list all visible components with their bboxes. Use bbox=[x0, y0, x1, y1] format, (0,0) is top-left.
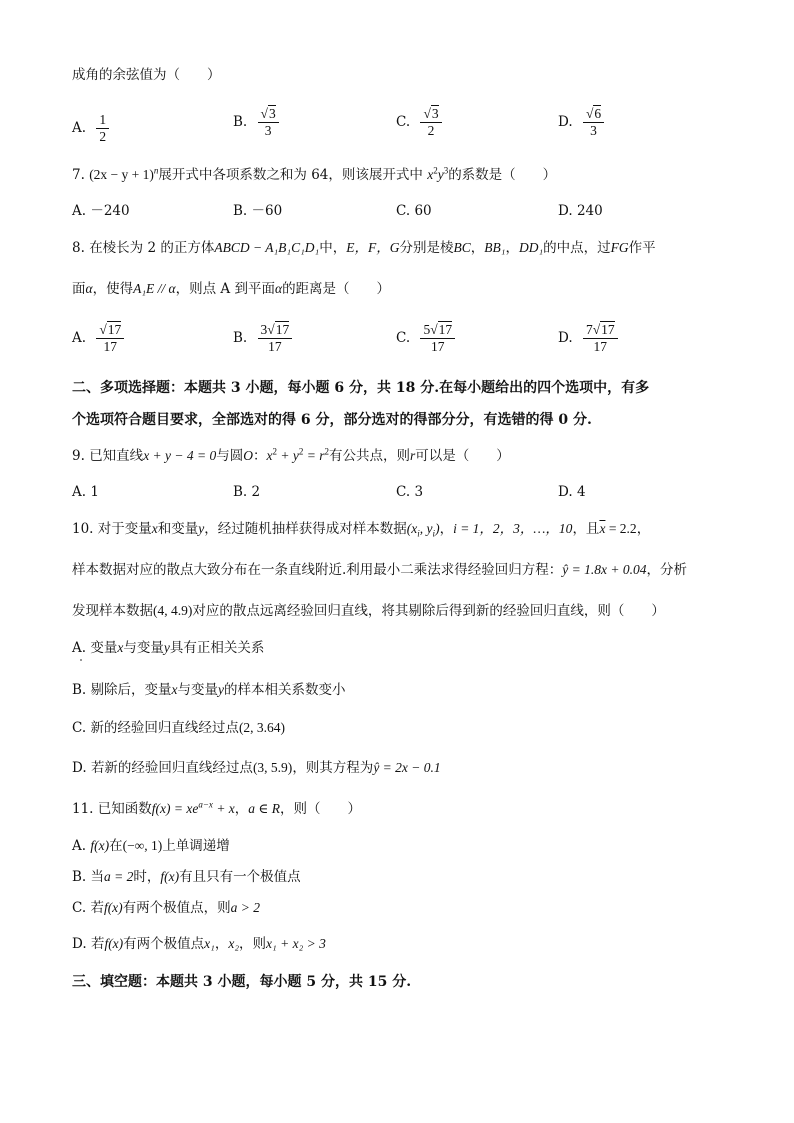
option-label: D. bbox=[72, 936, 87, 952]
q8-stem-line1 bbox=[72, 238, 656, 258]
q10-stem-line3 bbox=[72, 601, 665, 621]
denominator: 17 bbox=[431, 339, 445, 354]
subscript: i bbox=[417, 528, 420, 539]
question-number: 10. bbox=[72, 521, 94, 537]
question-text: ，分析 bbox=[646, 562, 688, 578]
option-label: D. bbox=[558, 484, 573, 500]
question-text: 对应的散点远离经验回归直线，将其剔除后得到新的经验回归直线，则（ ） bbox=[192, 603, 665, 619]
outlier-point: (4, 4.9) bbox=[153, 603, 193, 618]
q6-stem-end: 成角的余弦值为（ ） bbox=[72, 67, 221, 83]
question-text: 有公共点，则 bbox=[329, 448, 410, 464]
option-label: A. bbox=[72, 120, 87, 136]
q7-option-b bbox=[233, 201, 282, 221]
section2-heading-line1: 二、多项选择题：本题共 3 小题，每小题 6 分，共 18 分.在每小题给出的四个选项中，有多 bbox=[72, 380, 650, 396]
option-value: 3 bbox=[414, 484, 424, 500]
condition: a > 2 bbox=[230, 900, 261, 915]
question-text: 已知函数 bbox=[97, 801, 152, 817]
numerator: √3 bbox=[258, 106, 279, 123]
separator: ， bbox=[214, 936, 229, 952]
option-label: B. bbox=[233, 484, 248, 500]
cube-name: ABCD − A₁B₁C₁D₁ bbox=[214, 240, 320, 255]
math-var: x bbox=[171, 682, 178, 697]
option-label: B. bbox=[233, 330, 248, 346]
function-def: f(x) = xe bbox=[151, 801, 199, 816]
radicand: 17 bbox=[438, 322, 453, 337]
question-text: 的中点，过 bbox=[543, 240, 611, 256]
option-text: ，则 bbox=[239, 936, 267, 952]
q10-option-c bbox=[72, 718, 285, 738]
math-var: y bbox=[218, 682, 225, 697]
option-label: B. bbox=[72, 869, 87, 885]
option-text: 与变量 bbox=[177, 682, 219, 698]
math-expr: = 2.2 bbox=[605, 521, 637, 536]
exponent: 2 bbox=[433, 165, 438, 176]
option-text: 变量 bbox=[90, 640, 118, 656]
math-var: r bbox=[410, 448, 416, 463]
question-text: ，则点 A 到平面 bbox=[175, 281, 275, 297]
line-equation: x + y − 4 = 0 bbox=[143, 448, 217, 463]
option-text: 在 bbox=[109, 838, 123, 854]
q8-option-d bbox=[558, 322, 618, 355]
denominator: 3 bbox=[590, 123, 597, 138]
index-range: i = 1，2，3，…，10 bbox=[453, 521, 573, 536]
question-text: 在棱长为 2 的正方体 bbox=[89, 240, 215, 256]
question-text: 样本数据对应的散点大致分布在一条直线附近.利用最小二乘法求得经验回归方程： bbox=[72, 562, 563, 578]
math-var: y bbox=[437, 167, 444, 182]
numerator: √6 bbox=[583, 106, 604, 123]
q8-stem-line2 bbox=[72, 279, 390, 299]
option-value: 60 bbox=[414, 203, 432, 219]
q9-option-d bbox=[558, 482, 586, 502]
separator: ， bbox=[234, 801, 249, 817]
option-text: 上单调递增 bbox=[162, 838, 230, 854]
option-label: C. bbox=[72, 900, 87, 916]
option-value: 240 bbox=[576, 203, 603, 219]
option-value: －60 bbox=[251, 203, 283, 219]
coefficient: 5 bbox=[423, 322, 431, 337]
option-label: A. bbox=[72, 484, 87, 500]
option-text: 有两个极值点 bbox=[123, 936, 205, 952]
q10-option-b bbox=[72, 680, 346, 700]
denominator: 17 bbox=[103, 339, 118, 354]
denominator: 17 bbox=[268, 339, 282, 354]
stray-dot bbox=[80, 659, 82, 661]
option-label: B. bbox=[233, 203, 248, 219]
q10-option-a bbox=[72, 638, 264, 658]
question-text: 与圆 bbox=[216, 448, 244, 464]
exponent: 2 bbox=[272, 446, 278, 457]
q10-stem-line1 bbox=[72, 519, 650, 539]
q6-option-b bbox=[233, 106, 279, 139]
question-text: 已知直线 bbox=[89, 448, 144, 464]
math-var: y bbox=[163, 640, 170, 655]
question-text: 发现样本数据 bbox=[72, 603, 153, 619]
math-var: x bbox=[117, 640, 124, 655]
exponent: 2 bbox=[298, 446, 304, 457]
q6-option-a bbox=[72, 112, 109, 145]
denominator: 17 bbox=[593, 339, 608, 354]
q11-stem bbox=[72, 799, 361, 819]
fraction bbox=[420, 322, 455, 355]
option-text: 若 bbox=[90, 900, 104, 916]
q11-option-c bbox=[72, 898, 260, 918]
radicand: 6 bbox=[594, 106, 602, 121]
option-label: D. bbox=[558, 114, 573, 130]
question-text: 展开式中各项系数之和为 64，则该展开式中 bbox=[158, 167, 423, 183]
radicand: 17 bbox=[601, 322, 615, 337]
question-text: 的系数是（ ） bbox=[448, 167, 557, 183]
question-text: 可以是（ ） bbox=[415, 448, 510, 464]
q9-option-b bbox=[233, 482, 260, 502]
q10-stem-line2 bbox=[72, 560, 687, 580]
math-expr: f(x) bbox=[103, 900, 123, 915]
math-expr: + y bbox=[277, 448, 299, 463]
q7-option-a bbox=[72, 201, 130, 221]
q8-option-a bbox=[72, 322, 124, 355]
math-var: x₁ bbox=[204, 936, 215, 951]
option-label: A. bbox=[72, 203, 87, 219]
separator: ， bbox=[636, 521, 651, 537]
option-label: D. bbox=[558, 203, 573, 219]
exponent: 3 bbox=[443, 165, 449, 176]
q11-option-d bbox=[72, 934, 326, 954]
option-text: 若 bbox=[90, 936, 105, 952]
fraction bbox=[583, 106, 604, 139]
exponent: a−x bbox=[198, 799, 213, 810]
edge: BB₁ bbox=[484, 240, 506, 255]
option-label: B. bbox=[233, 114, 248, 130]
section3-heading: 三、填空题：本题共 3 小题，每小题 5 分，共 15 分. bbox=[72, 974, 412, 990]
math-expr: + x bbox=[212, 801, 235, 816]
line-fg: FG bbox=[610, 240, 629, 255]
option-label: C. bbox=[396, 330, 411, 346]
question-number: 11. bbox=[72, 801, 94, 817]
question-number: 9. bbox=[72, 448, 85, 464]
option-text: ，则其方程为 bbox=[292, 760, 374, 776]
option-text: 的样本相关系数变小 bbox=[224, 682, 346, 698]
numerator: √17 bbox=[96, 322, 124, 339]
separator: ， bbox=[505, 240, 519, 256]
option-label: C. bbox=[396, 484, 411, 500]
math-expr: (x bbox=[406, 521, 418, 536]
point: (2, 3.64) bbox=[238, 720, 286, 735]
coefficient: 3 bbox=[260, 322, 268, 337]
radicand: 3 bbox=[431, 106, 439, 121]
numerator: 5√17 bbox=[420, 322, 455, 339]
option-value: 1 bbox=[90, 484, 99, 500]
fraction bbox=[583, 322, 618, 355]
option-label: C. bbox=[396, 114, 411, 130]
option-text: 剔除后，变量 bbox=[90, 682, 172, 698]
exponent: 2 bbox=[324, 446, 329, 457]
math-var: x₂ bbox=[228, 936, 240, 951]
plane-alpha: α bbox=[85, 281, 93, 296]
option-label: C. bbox=[72, 720, 87, 736]
question-text: 中， bbox=[319, 240, 347, 256]
denominator: 3 bbox=[264, 123, 272, 138]
binomial-expression: (2x − y + 1) bbox=[89, 167, 154, 182]
option-text: 与变量 bbox=[123, 640, 164, 656]
fraction bbox=[258, 106, 279, 139]
option-text: 当 bbox=[90, 869, 105, 885]
option-label: C. bbox=[396, 203, 411, 219]
math-var: y bbox=[198, 521, 205, 536]
q11-option-a bbox=[72, 836, 230, 856]
q10-option-d bbox=[72, 758, 441, 778]
radicand: 17 bbox=[275, 322, 290, 337]
q8-option-c bbox=[396, 322, 455, 355]
separator: ， bbox=[439, 521, 454, 537]
q9-stem bbox=[72, 446, 510, 466]
x-bar: $\overline{x}$ bbox=[599, 521, 606, 536]
math-expr: f(x) bbox=[104, 936, 124, 951]
parallel-condition: A₁E // α bbox=[133, 281, 176, 296]
option-text: 时， bbox=[133, 869, 161, 885]
math-expr: , y bbox=[419, 521, 433, 536]
radicand: 17 bbox=[107, 322, 122, 337]
math-expr: ) bbox=[435, 521, 440, 536]
regression-equation: ŷ = 1.8x + 0.04 bbox=[562, 562, 647, 577]
radicand: 3 bbox=[268, 106, 276, 121]
fraction bbox=[96, 322, 124, 355]
numerator: √3 bbox=[420, 106, 441, 123]
numerator: 3√17 bbox=[258, 322, 293, 339]
question-text: 作平 bbox=[628, 240, 656, 256]
denominator: 2 bbox=[427, 123, 435, 138]
option-label: D. bbox=[72, 760, 87, 776]
question-text: 对于变量 bbox=[97, 521, 152, 537]
q6-option-d bbox=[558, 106, 604, 139]
edge: BC bbox=[453, 240, 471, 255]
question-text: ，且 bbox=[572, 521, 600, 537]
option-value: 2 bbox=[251, 484, 261, 500]
fraction bbox=[96, 112, 109, 145]
option-label: A. bbox=[72, 838, 87, 854]
subscript: i bbox=[432, 528, 436, 539]
condition: a = 2 bbox=[104, 869, 134, 884]
question-text: 的距离是（ ） bbox=[282, 281, 391, 297]
q9-option-a bbox=[72, 482, 99, 502]
interval: (−∞, 1) bbox=[122, 838, 163, 853]
separator: ， bbox=[470, 240, 485, 256]
math-expr: f(x) bbox=[160, 869, 180, 884]
q7-option-c bbox=[396, 201, 432, 221]
math-var: x bbox=[427, 167, 434, 182]
q8-option-b bbox=[233, 322, 292, 355]
separator: ： bbox=[253, 448, 267, 464]
q11-option-b bbox=[72, 867, 301, 887]
coefficient: 7 bbox=[585, 322, 593, 337]
regression-equation: ŷ = 2x − 0.1 bbox=[373, 760, 441, 775]
option-text: 新的经验回归直线经过点 bbox=[90, 720, 239, 736]
question-text: ，使得 bbox=[92, 281, 134, 297]
option-text: 有且只有一个极值点 bbox=[179, 869, 301, 885]
question-text: 分别是棱 bbox=[399, 240, 454, 256]
option-value: 4 bbox=[576, 484, 586, 500]
math-expr: f(x) bbox=[90, 838, 110, 853]
option-label: D. bbox=[558, 330, 573, 346]
q6-option-c bbox=[396, 106, 442, 139]
option-label: A. bbox=[72, 330, 87, 346]
question-text: ，则（ ） bbox=[280, 801, 362, 817]
point: (3, 5.9) bbox=[252, 760, 293, 775]
denominator: 2 bbox=[99, 129, 107, 144]
circle-name: O bbox=[243, 448, 254, 463]
option-text: 若新的经验回归直线经过点 bbox=[90, 760, 253, 776]
condition: x₁ + x₂ > 3 bbox=[266, 936, 326, 951]
question-number: 7. bbox=[72, 167, 85, 183]
numerator: 1 bbox=[96, 112, 109, 129]
section2-heading-line2: 个选项符合题目要求，全部选对的得 6 分，部分选对的得部分分，有选错的得 0 分. bbox=[72, 412, 592, 428]
option-label: A. bbox=[72, 640, 87, 656]
exponent: n bbox=[153, 165, 159, 176]
question-text: ，经过随机抽样获得成对样本数据 bbox=[204, 521, 407, 537]
fraction bbox=[420, 106, 441, 139]
option-text: 有两个极值点，则 bbox=[122, 900, 231, 916]
option-value: －240 bbox=[90, 203, 130, 219]
edge: DD₁ bbox=[518, 240, 544, 255]
question-text: 面 bbox=[72, 281, 86, 297]
domain: a ∈ R bbox=[248, 801, 281, 816]
math-expr: = r bbox=[303, 448, 325, 463]
numerator: 7√17 bbox=[583, 322, 618, 339]
math-var: x bbox=[266, 448, 273, 463]
q9-option-c bbox=[396, 482, 423, 502]
q7-stem bbox=[72, 165, 556, 185]
points: E，F，G bbox=[346, 240, 400, 255]
option-label: B. bbox=[72, 682, 87, 698]
option-text: 具有正相关关系 bbox=[169, 640, 265, 656]
fraction bbox=[258, 322, 293, 355]
math-var: x bbox=[151, 521, 158, 536]
q7-option-d bbox=[558, 201, 603, 221]
question-number: 8. bbox=[72, 240, 85, 256]
question-text: 和变量 bbox=[157, 521, 199, 537]
plane-alpha: α bbox=[274, 281, 283, 296]
